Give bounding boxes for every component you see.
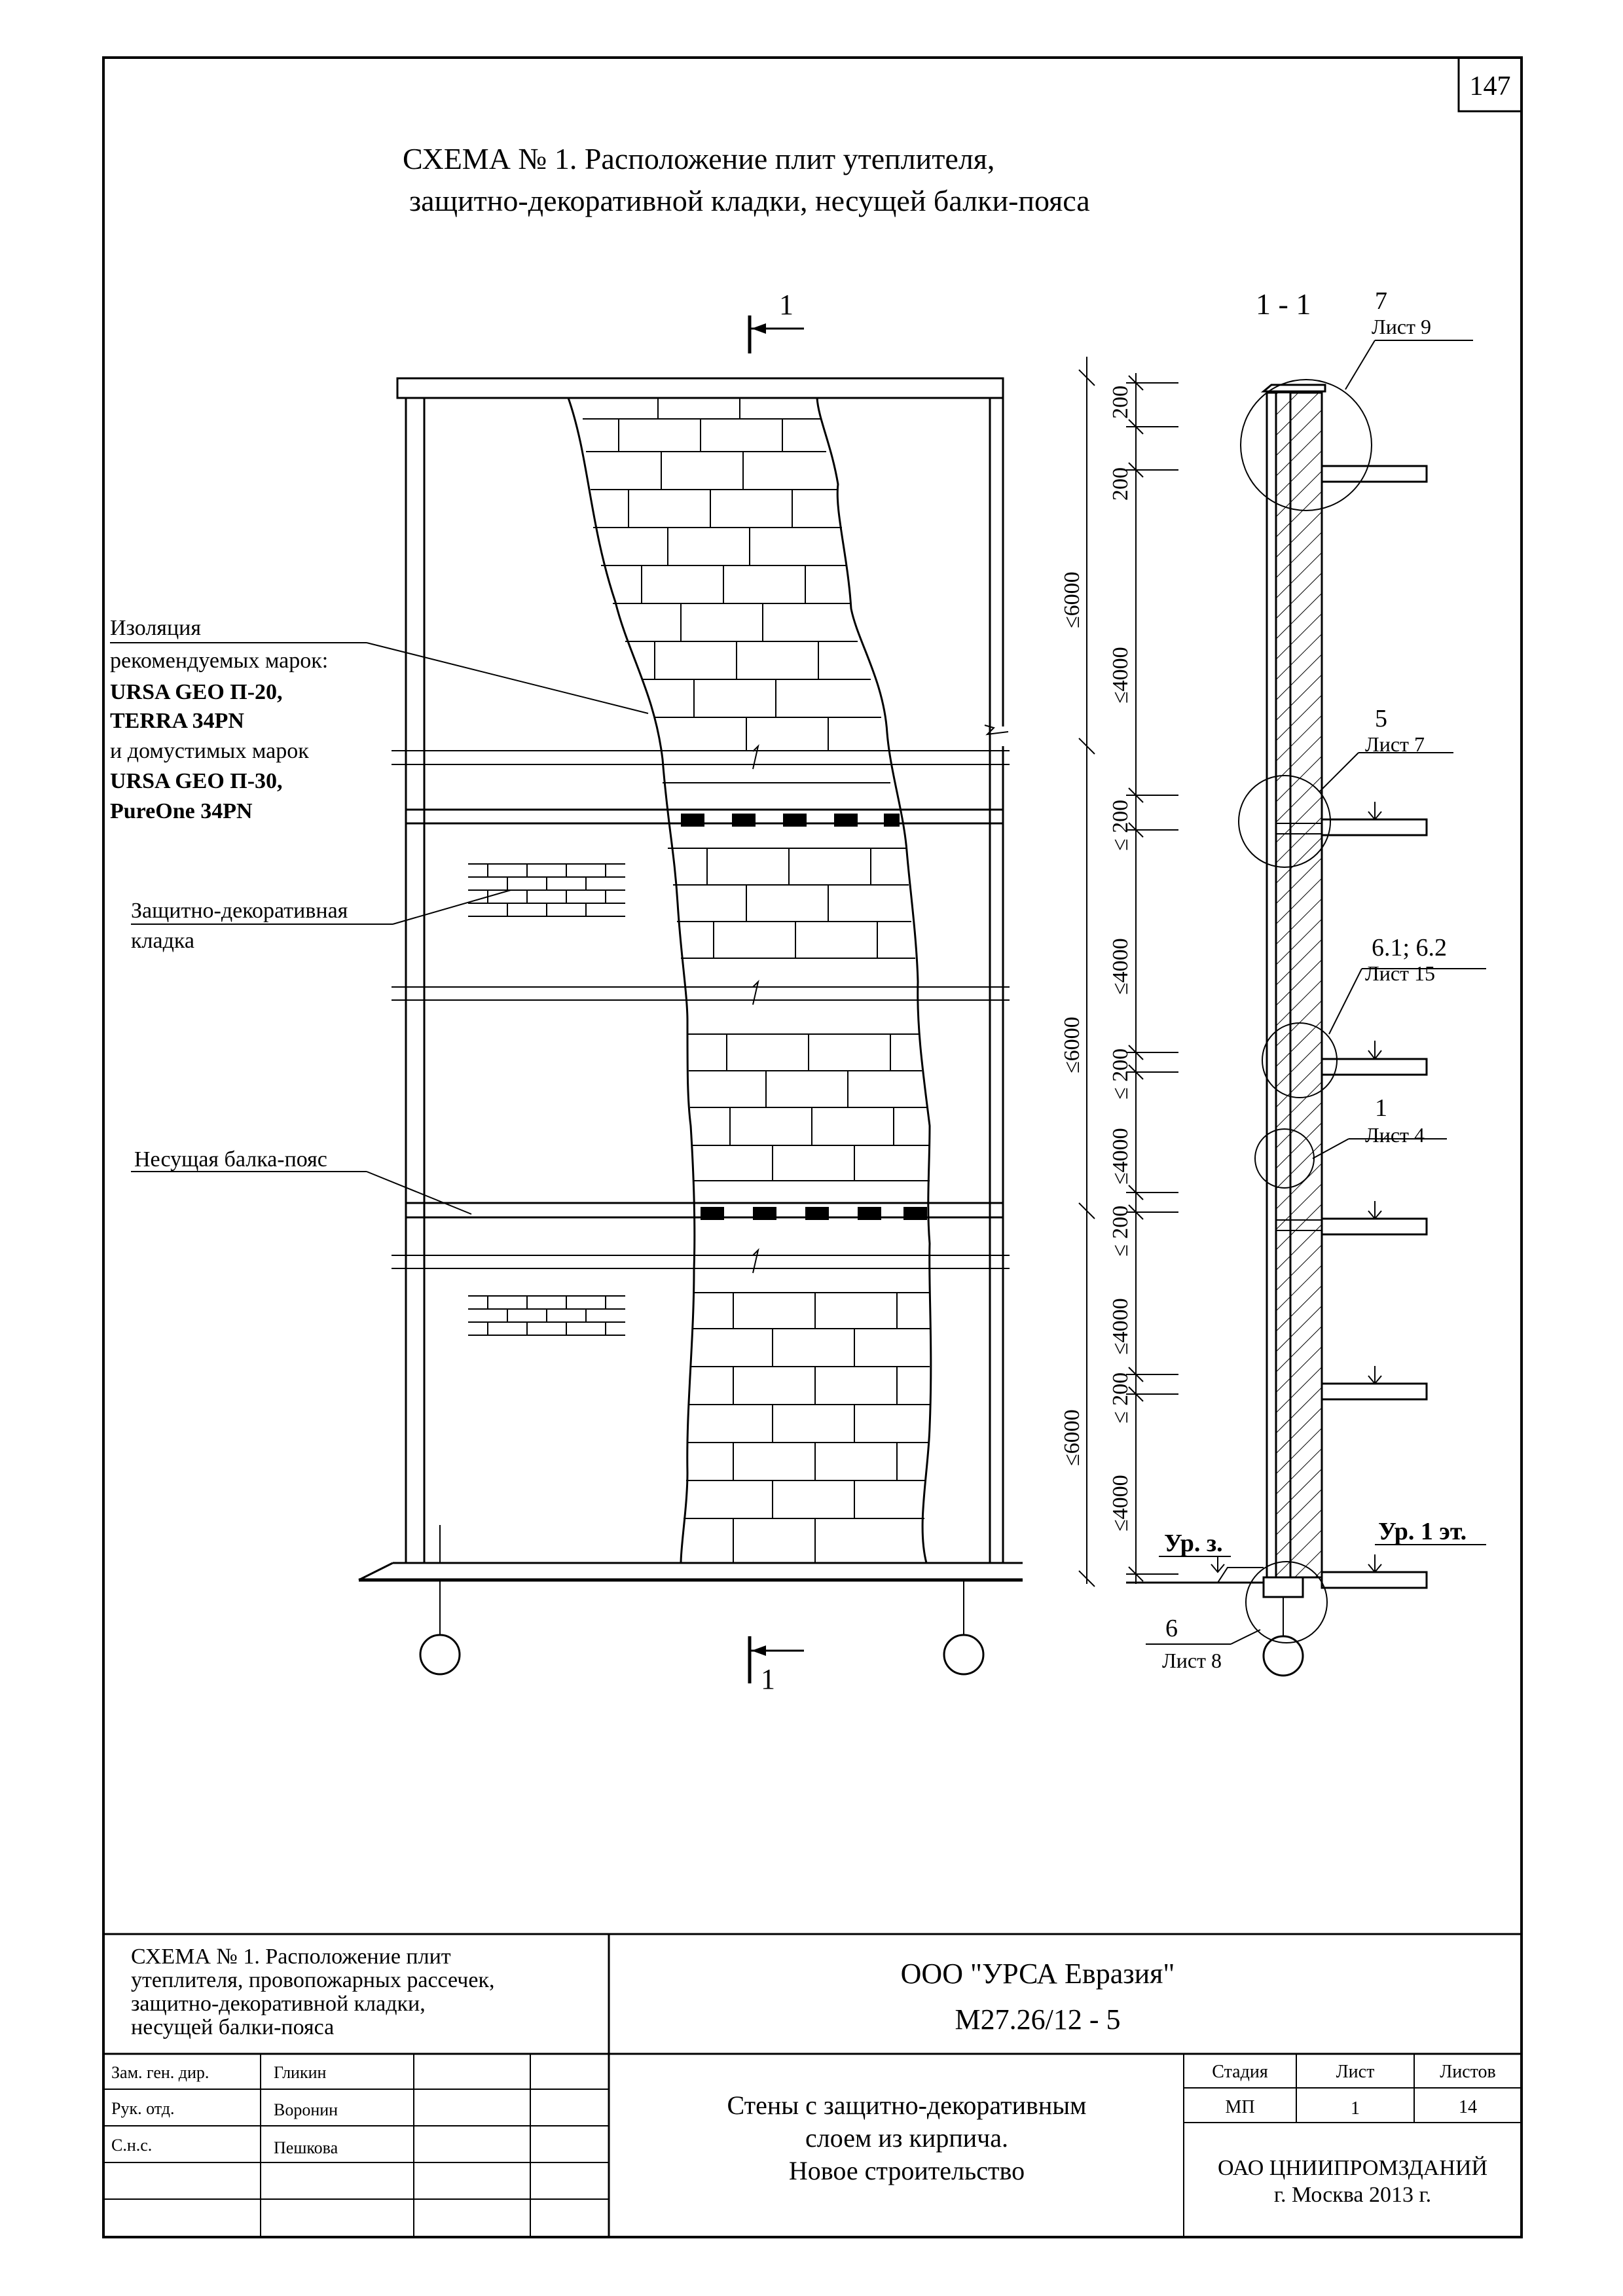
sheets-header: Листов [1440, 2062, 1496, 2082]
subject-line-3: Новое строительство [788, 2156, 1025, 2185]
dim-200-f: ≤ 200 [1108, 1372, 1133, 1424]
sig-role-1: Зам. ген. дир. [111, 2063, 210, 2082]
parapet [397, 378, 1003, 398]
dim-4000-e: ≤4000 [1108, 1475, 1133, 1532]
section-mark-bottom-label: 1 [761, 1663, 775, 1695]
dim-200-c: ≤ 200 [1108, 799, 1133, 851]
section-bearing-wall [1290, 393, 1322, 1577]
dimension-chains [1060, 357, 1178, 1587]
insulation-line-2: рекомендуемых марок: [110, 649, 329, 673]
insulation-brand-3: URSA GEO П-30, [110, 769, 283, 793]
brick-strip-outline [568, 398, 931, 1563]
title-line-1: СХЕМА № 1. Расположение плит утеплителя, [403, 142, 995, 175]
brick-courses [583, 398, 930, 1563]
facade-elevation [359, 378, 1023, 1674]
dim-200-d: ≤ 200 [1108, 1048, 1133, 1100]
masonry-line-2: кладка [131, 929, 194, 953]
detail-7-num: 7 [1375, 287, 1387, 315]
section-mark-top [750, 289, 804, 353]
dim-4000-c: ≤4000 [1108, 1128, 1133, 1185]
masonry-line-1: Защитно-декоративная [131, 899, 348, 923]
detail-61-num: 6.1; 6.2 [1372, 934, 1448, 961]
dim-6000-top: ≤6000 [1060, 571, 1084, 628]
organization: ОАО ЦНИИПРОМЗДАНИЙ [1217, 2156, 1488, 2180]
detail-5-sheet: Лист 7 [1365, 732, 1425, 756]
stage-header: Стадия [1212, 2062, 1268, 2082]
sheet-value: 1 [1351, 2098, 1360, 2119]
sig-role-3: С.н.с. [111, 2136, 153, 2155]
detail-7-sheet: Лист 9 [1372, 315, 1432, 338]
desc-line-1: СХЕМА № 1. Расположение плит [131, 1945, 451, 1969]
desc-line-2: утеплителя, провопожарных рассечек, [131, 1968, 495, 1992]
section-mark-top-label: 1 [779, 289, 793, 321]
dim-6000-mid: ≤6000 [1060, 1016, 1084, 1073]
detail-6-num: 6 [1165, 1615, 1178, 1642]
dim-6000-bottom: ≤6000 [1060, 1409, 1084, 1466]
fire-break-1 [392, 751, 1010, 764]
fire-break-3 [392, 1255, 1010, 1268]
detail-1-num: 1 [1375, 1094, 1387, 1122]
insulation-line-1: Изоляция [110, 616, 201, 640]
beam-label: Несущая балка-пояс [134, 1147, 327, 1172]
sig-name-3: Пешкова [274, 2138, 338, 2157]
section-title: 1 - 1 [1256, 287, 1311, 321]
subject-line-1: Стены с защитно-декоративным [727, 2090, 1087, 2120]
title-line-2: защитно-декоративной кладки, несущей балки-пояса [409, 184, 1090, 217]
dim-200-e: ≤ 200 [1108, 1205, 1133, 1257]
level-first-floor: Ур. 1 эт. [1378, 1518, 1467, 1545]
city-year: г. Москва 2013 г. [1273, 2183, 1432, 2207]
dim-200-a: 200 [1108, 386, 1133, 419]
sheets-value: 14 [1459, 2097, 1477, 2117]
sig-role-2: Рук. отд. [111, 2099, 175, 2118]
insulation-line-5: и домустимых марок [110, 739, 309, 763]
dim-200-b: 200 [1108, 467, 1133, 501]
sig-name-1: Гликин [274, 2063, 327, 2082]
desc-line-3: защитно-декоративной кладки, [131, 1992, 426, 2016]
title-block [103, 1934, 1522, 2237]
dim-4000-d: ≤4000 [1108, 1298, 1133, 1355]
dim-4000-a: ≤4000 [1108, 647, 1133, 704]
stage-value: МП [1225, 2097, 1255, 2117]
insulation-brand-1: URSA GEO П-20, [110, 680, 283, 704]
detail-61-sheet: Лист 15 [1365, 961, 1436, 985]
grid-axis-right [944, 1635, 983, 1674]
detail-1-sheet: Лист 4 [1365, 1123, 1425, 1147]
section-insulation-layer [1276, 393, 1290, 1577]
sheet-header: Лист [1336, 2062, 1375, 2082]
brick-patch-2 [468, 1296, 625, 1335]
project-code: М27.26/12 - 5 [955, 2003, 1121, 2036]
section-brick-layer [1267, 393, 1276, 1577]
insulation-brand-2: TERRA 34PN [110, 709, 244, 733]
insulation-callout [110, 616, 648, 823]
section-1-1 [1126, 287, 1486, 1676]
dim-4000-b: ≤4000 [1108, 938, 1133, 995]
company-name: ООО "УРСА Евразия" [900, 1958, 1175, 1990]
brick-patch-1 [468, 864, 625, 916]
grid-axis-left [420, 1635, 460, 1674]
section-mark-bottom [750, 1636, 804, 1695]
level-ground: Ур. з. [1164, 1530, 1223, 1557]
insulation-brand-4: PureOne 34PN [110, 799, 253, 823]
detail-5-num: 5 [1375, 705, 1387, 732]
masonry-callout [131, 890, 511, 953]
beam-callout [131, 1147, 471, 1214]
detail-6-sheet: Лист 8 [1162, 1649, 1222, 1672]
sig-name-2: Воронин [274, 2100, 338, 2119]
desc-line-4: несущей балки-пояса [131, 2015, 335, 2039]
sheet-number: 147 [1469, 71, 1511, 101]
beam-blocks [681, 814, 927, 1220]
subject-line-2: слоем из кирпича. [805, 2123, 1008, 2153]
